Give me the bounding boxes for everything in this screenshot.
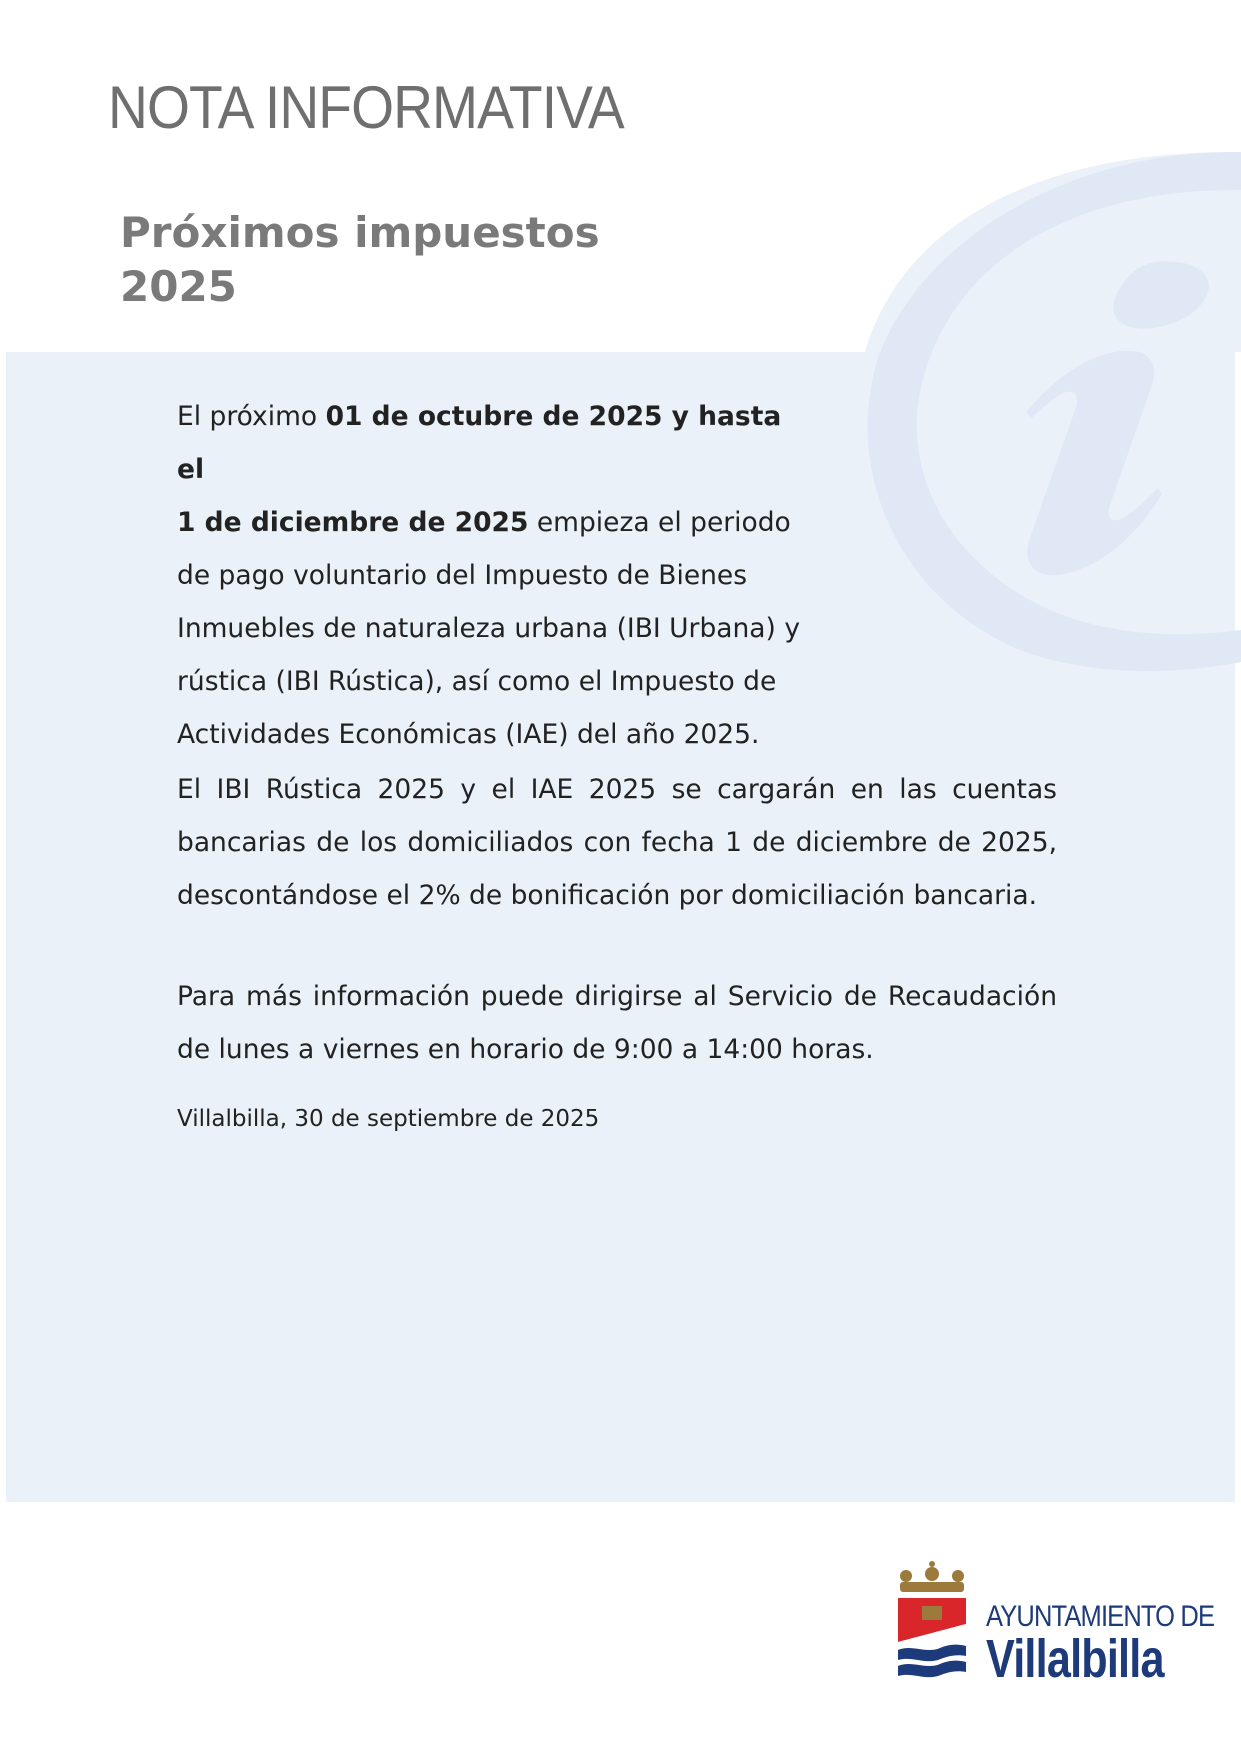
paragraph-2: El IBI Rústica 2025 y el IAE 2025 se cargarán en las cuentas bancarias de los domiciliados con fecha 1 de diciembre de 2025, descontándose el 2% de bonificación por domiciliación bancaria. — [177, 774, 1057, 911]
coat-of-arms-icon — [892, 1558, 972, 1688]
paragraph-1-date-end: 1 de diciembre de 2025 — [177, 507, 529, 538]
paragraph-1-rest: empieza el periodo de pago voluntario del Impuesto de Bienes Inmuebles de naturaleza urbana (IBI Urbana) y rústica (IBI Rústica), así como el Impuesto de Actividades Económicas (IAE) del año 2025. — [177, 507, 800, 750]
paragraph-1 — [177, 390, 817, 761]
signature-date: Villalbilla, 30 de septiembre de 2025 — [177, 1106, 600, 1132]
page-title: NOTA INFORMATIVA — [108, 74, 624, 141]
subtitle-line2: 2025 — [120, 262, 237, 311]
paragraph-1-intro: El próximo — [177, 401, 326, 432]
logo-line2: Villalbilla — [986, 1629, 1164, 1689]
logo-line1: AYUNTAMIENTO DE — [986, 1600, 1215, 1633]
paragraph-1-date-start: 01 de octubre de 2025 y hasta el — [177, 401, 782, 485]
paragraph-3: Para más información puede dirigirse al Servicio de Recaudación de lunes a viernes en horario de 9:00 a 14:00 horas. — [177, 981, 1057, 1065]
subtitle-line1: Próximos impuestos — [120, 208, 600, 257]
municipal-logo — [892, 1558, 1215, 1689]
